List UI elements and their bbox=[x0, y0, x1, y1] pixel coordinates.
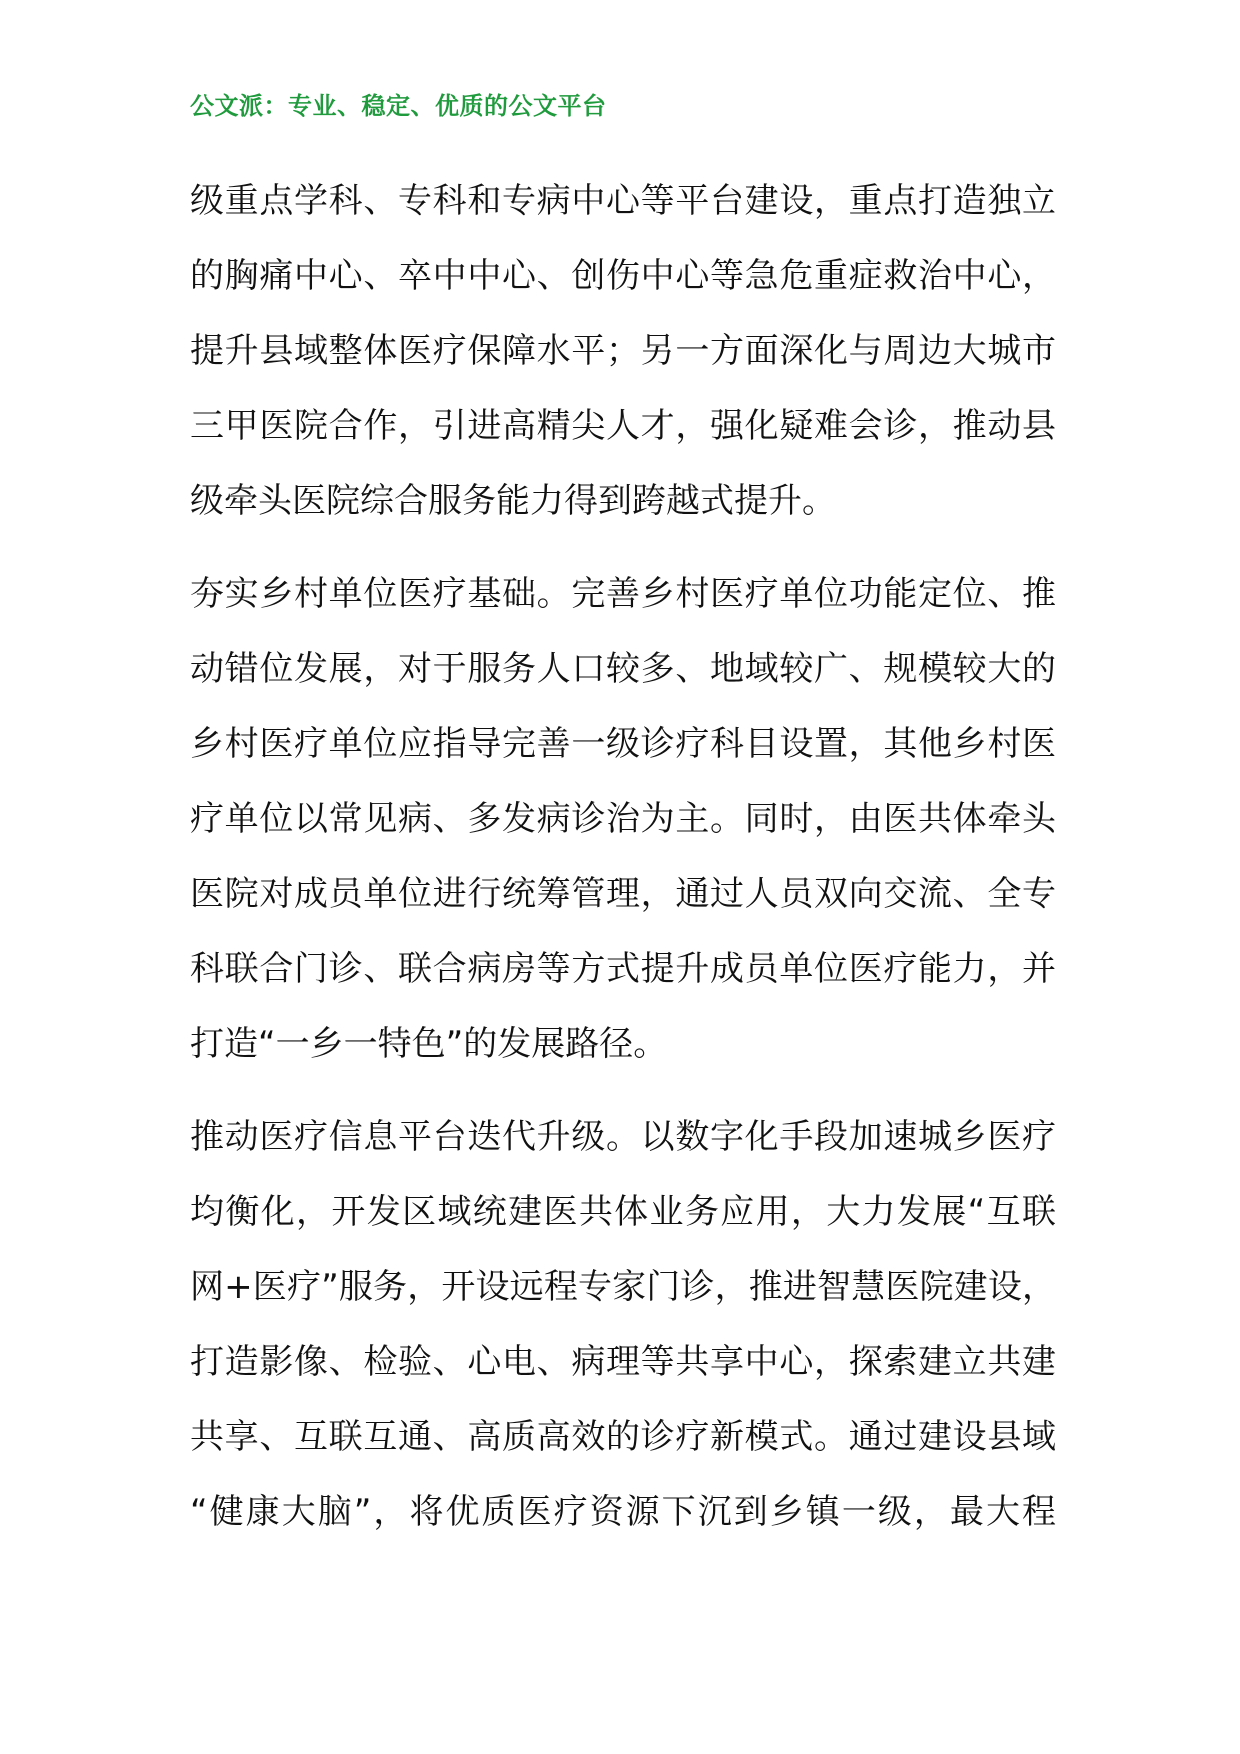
text-line: 乡村医疗单位应指导完善一级诊疗科目设置，其他乡村医 bbox=[190, 724, 1056, 764]
text-line: 科联合门诊、联合病房等方式提升成员单位医疗能力，并 bbox=[190, 949, 1056, 989]
text-line: 推动医疗信息平台迭代升级。以数字化手段加速城乡医疗 bbox=[190, 1117, 1056, 1157]
text-line: 级牵头医院综合服务能力得到跨越式提升。 bbox=[190, 481, 836, 521]
text-line: 三甲医院合作，引进高精尖人才，强化疑难会诊，推动县 bbox=[190, 406, 1056, 446]
paragraph bbox=[190, 164, 1056, 539]
text-line: 级重点学科、专科和专病中心等平台建设，重点打造独立 bbox=[190, 181, 1056, 221]
text-line: 共享、互联互通、高质高效的诊疗新模式。通过建设县域 bbox=[190, 1417, 1056, 1457]
document-body bbox=[190, 164, 1056, 1568]
text-line: 疗单位以常见病、多发病诊治为主。同时，由医共体牵头 bbox=[190, 799, 1056, 839]
paragraph bbox=[190, 557, 1056, 1082]
paragraph bbox=[190, 1100, 1056, 1550]
text-line: 提升县域整体医疗保障水平；另一方面深化与周边大城市 bbox=[190, 331, 1056, 371]
page-header: 公文派：专业、稳定、优质的公文平台 bbox=[190, 92, 607, 120]
text-line: 的胸痛中心、卒中中心、创伤中心等急危重症救治中心， bbox=[190, 256, 1056, 296]
text-line: 医院对成员单位进行统筹管理，通过人员双向交流、全专 bbox=[190, 874, 1056, 914]
text-line: “健康大脑”，将优质医疗资源下沉到乡镇一级，最大程 bbox=[190, 1492, 1056, 1532]
text-line: 动错位发展，对于服务人口较多、地域较广、规模较大的 bbox=[190, 649, 1056, 689]
text-line: 夯实乡村单位医疗基础。完善乡村医疗单位功能定位、推 bbox=[190, 574, 1056, 614]
text-line: 打造“一乡一特色”的发展路径。 bbox=[190, 1024, 668, 1064]
text-line: 均衡化，开发区域统建医共体业务应用，大力发展“互联 bbox=[190, 1192, 1056, 1232]
text-line: 打造影像、检验、心电、病理等共享中心，探索建立共建 bbox=[190, 1342, 1056, 1382]
text-line: 网+医疗”服务，开设远程专家门诊，推进智慧医院建设， bbox=[190, 1267, 1056, 1307]
